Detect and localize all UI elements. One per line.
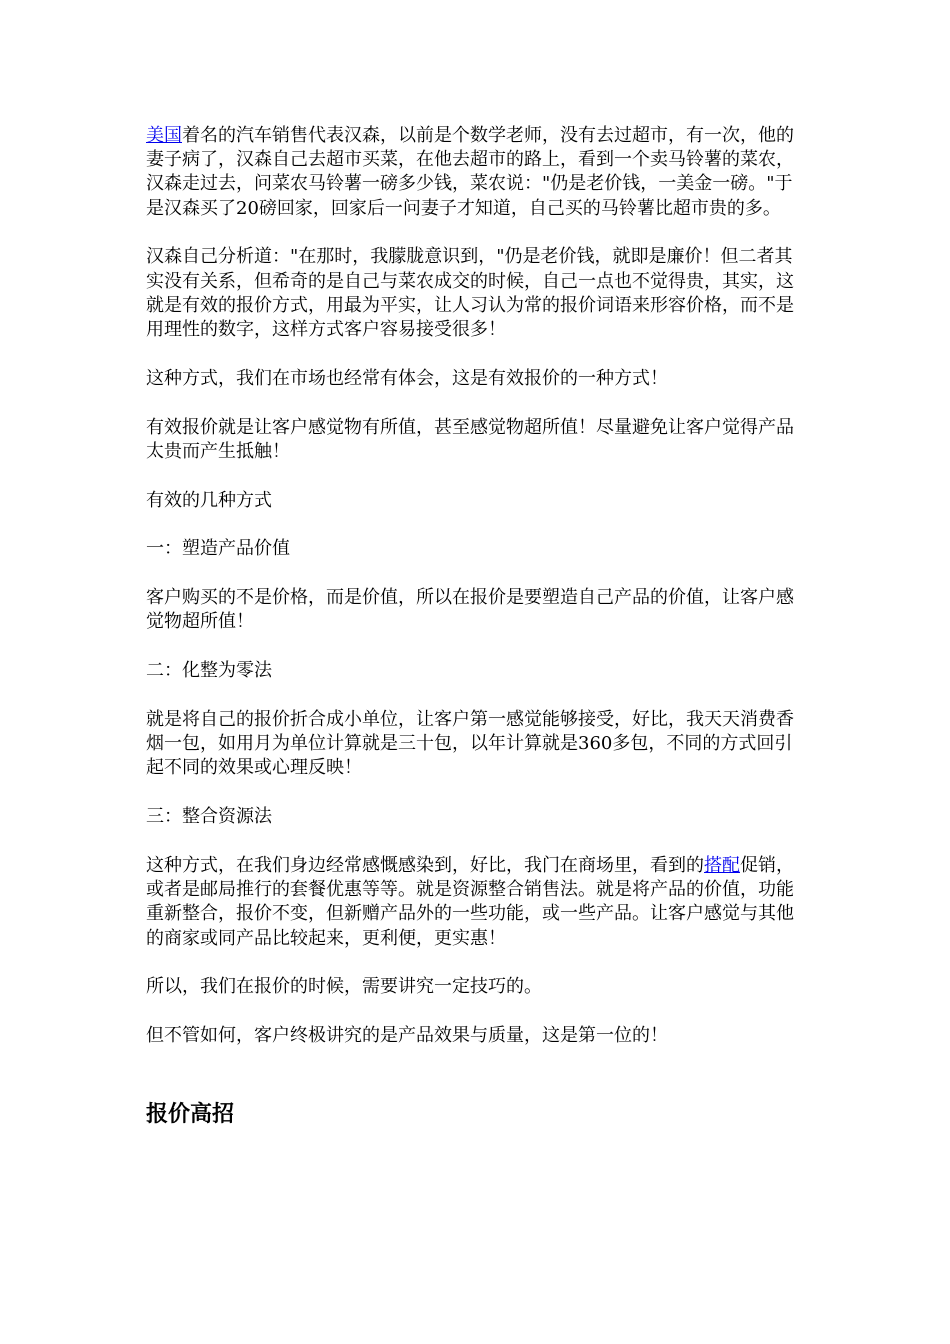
paragraph-3: 这种方式，我们在市场也经常有体会，这是有效报价的一种方式！ — [146, 367, 668, 389]
paragraph-conclusion-1: 所以，我们在报价的时候，需要讲究一定技巧的。 — [146, 976, 542, 998]
paragraph-1-text: 着名的汽车销售代表汉森，以前是个数学老师，没有去过超市，有一次，他的妻子病了，汉森自己去超市买菜，在他去超市的路上，看到一个卖马铃薯的菜农，汉森走过去，问菜农马铃薯一磅多少钱，菜农说："仍是老价钱，一美金一磅。"于是汉森买了20磅回家，回家后一问妻子才知道，自己买的马铃薯比超市贵的多。 — [146, 125, 794, 219]
paragraph-method-3-after: 促销，或者是邮局推行的套餐优惠等等。就是资源整合销售法。就是将产品的价值，功能重新整合，报价不变，但新赠产品外的一些功能，或一些产品。让客户感觉与其他的商家或同产品比较起来，更利便，更实惠！ — [146, 855, 794, 949]
paragraph-method-3-before: 这种方式，在我们身边经常感慨感染到，好比，我门在商场里，看到的 — [146, 855, 704, 876]
section-heading: 报价高招 — [146, 1102, 235, 1127]
paragraph-method-1: 客户购买的不是价格，而是价值，所以在报价是要塑造自己产品的价值，让客户感觉物超所值！ — [146, 587, 794, 633]
paragraph-2: 汉森自己分析道："在那时，我朦胧意识到，"仍是老价钱，就即是廉价！但二者其实没有关系，但希奇的是自己与菜农成交的时候，自己一点也不觉得贵，其实，这就是有效的报价方式，用最为平实，让人习认为常的报价词语来形容价格，而不是用理性的数字，这样方式客户容易接受很多！ — [146, 246, 794, 341]
subheading-method-1: 一：塑造产品价值 — [146, 538, 290, 560]
paragraph-conclusion-2: 但不管如何，客户终极讲究的是产品效果与质量，这是第一位的！ — [146, 1025, 668, 1047]
paragraph-1 — [146, 124, 806, 221]
paragraph-4: 有效报价就是让客户感觉物有所值，甚至感觉物超所值！尽量避免让客户觉得产品太贵而产生抵触！ — [146, 416, 794, 462]
subheading-method-3: 三：整合资源法 — [146, 806, 272, 828]
paragraph-method-2: 就是将自己的报价折合成小单位，让客户第一感觉能够接受，好比，我天天消费香烟一包，如用月为单位计算就是三十包，以年计算就是360多包，不同的方式回引起不同的效果或心理反映！ — [146, 709, 794, 779]
subheading-method-2: 二：化整为零法 — [146, 660, 272, 682]
paragraph-method-3 — [146, 854, 806, 951]
link-usa[interactable]: 美国 — [146, 125, 182, 146]
article-body — [146, 124, 806, 1127]
link-bundle[interactable]: 搭配 — [704, 855, 740, 876]
subheading-methods: 有效的几种方式 — [146, 489, 272, 511]
